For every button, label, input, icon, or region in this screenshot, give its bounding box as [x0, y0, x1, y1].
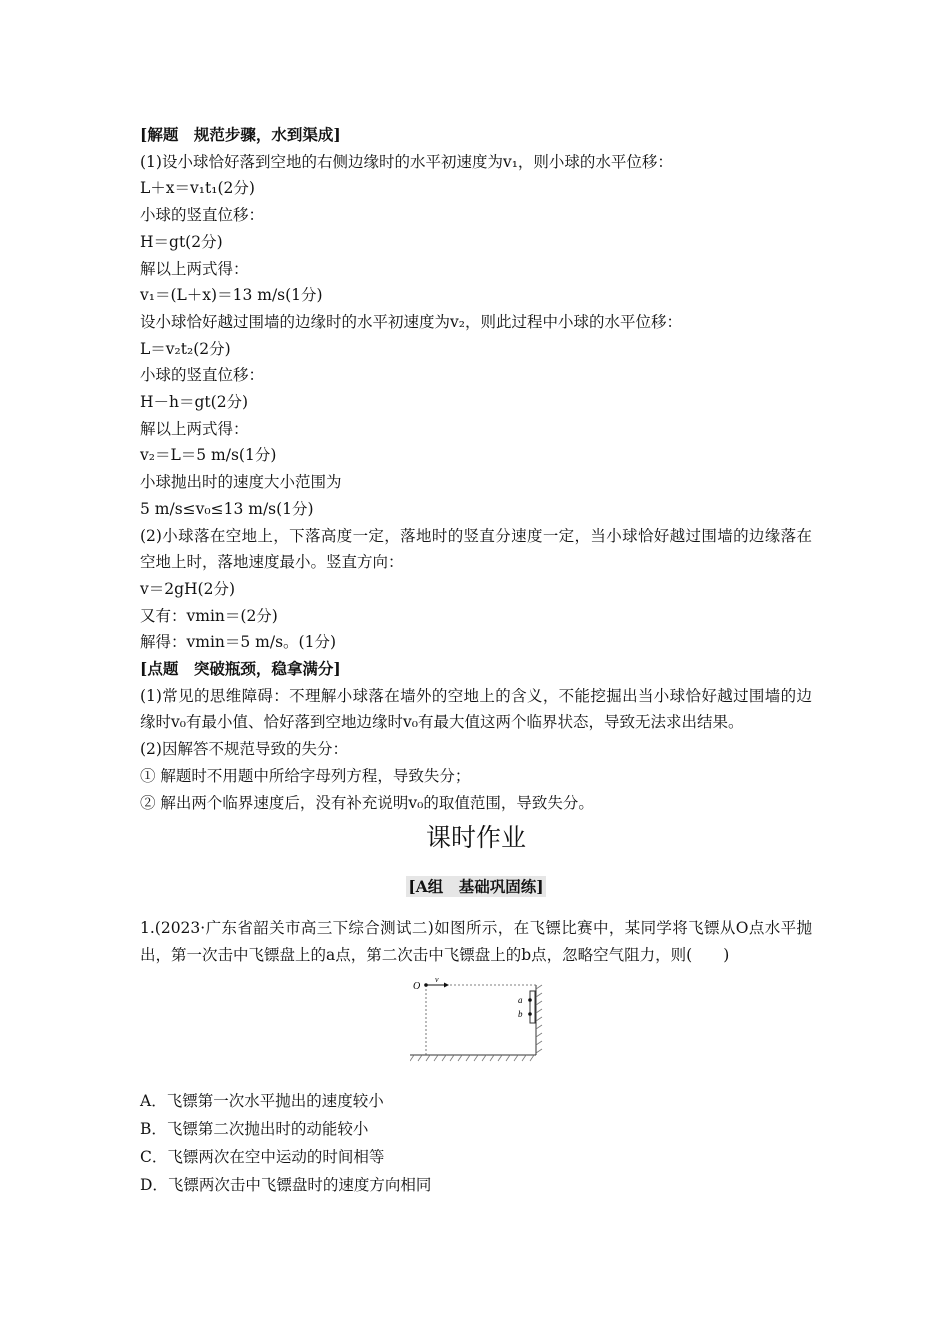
solve-line-16: v＝2gH(2分) [140, 579, 236, 598]
solve-line-5: 解以上两式得： [140, 259, 249, 278]
dart-diagram [410, 975, 544, 1067]
solve-line-13: 小球抛出时的速度大小范围为 [140, 473, 342, 492]
option-b: B．飞镖第二次抛出时的动能较小 [140, 1119, 369, 1138]
points-line-1: (1)常见的思维障碍：不理解小球落在墙外的空地上的含义，不能挖掘出当小球恰好越过围墙的边缘时v₀有最小值、恰好落到空地边缘时v₀有最大值这两个临界状态，导致无法求出结果。 [140, 686, 812, 732]
point-a-label: a [518, 994, 523, 1005]
solve-line-18: 解得：vmin＝5 m/s。(1分) [140, 633, 337, 652]
dart-figure [140, 975, 812, 1081]
point-b [528, 1012, 532, 1016]
solve-line-17: 又有：vmin＝(2分) [140, 606, 278, 625]
content-column [140, 122, 812, 1199]
points-line-4: ② 解出两个临界速度后，没有补充说明v₀的取值范围，导致失分。 [140, 793, 594, 812]
solve-line-2: L＋x＝v₁t₁(2分) [140, 179, 255, 198]
solve-line-7: 设小球恰好越过围墙的边缘时的水平初速度为v₂，则此过程中小球的水平位移： [140, 312, 682, 331]
points-line-2: (2)因解答不规范导致的失分： [140, 740, 348, 759]
velocity-arrowhead [444, 982, 449, 987]
solve-line-11: 解以上两式得： [140, 419, 249, 438]
group-heading [140, 874, 812, 900]
solve-header: [解题 规范步骤，水到渠成] [140, 125, 341, 144]
option-c: C．飞镖两次在空中运动的时间相等 [140, 1147, 385, 1166]
dart-board [530, 991, 535, 1023]
points-header: [点题 突破瓶颈，稳拿满分] [140, 659, 341, 679]
point-a [528, 998, 532, 1002]
wall-hatch [536, 985, 542, 1053]
solve-line-15: (2)小球落在空地上，下落高度一定，落地时的竖直分速度一定，当小球恰好越过围墙的边缘落在空地上时，落地速度最小。竖直方向： [140, 526, 812, 572]
option-d: D．飞镖两次击中飞镖盘时的速度方向相同 [140, 1175, 432, 1194]
solve-line-4: H＝gt(2分) [140, 232, 223, 251]
group-heading-label: [A组 基础巩固练] [408, 876, 544, 896]
origin-point [424, 983, 428, 987]
solve-line-9: 小球的竖直位移： [140, 366, 265, 385]
point-b-label: b [518, 1008, 523, 1019]
solve-line-14: 5 m/s≤v₀≤13 m/s(1分) [140, 499, 314, 518]
solve-line-8: L＝v₂t₂(2分) [140, 339, 231, 358]
solve-line-10: H－h＝gt(2分) [140, 393, 249, 412]
origin-label: O [413, 980, 421, 992]
points-line-3: ① 解题时不用题中所给字母列方程，导致失分； [140, 766, 471, 785]
solve-line-6: v₁＝(L＋x)＝13 m/s(1分) [140, 286, 323, 305]
solve-line-1: (1)设小球恰好落到空地的右侧边缘时的水平初速度为v₁，则小球的水平位移： [140, 152, 673, 171]
velocity-label: v [435, 974, 439, 984]
solve-line-12: v₂＝L＝5 m/s(1分) [140, 446, 277, 465]
option-a: A．飞镖第一次水平抛出的速度较小 [140, 1091, 384, 1110]
solve-line-3: 小球的竖直位移： [140, 206, 265, 225]
homework-title: 课时作业 [425, 823, 526, 853]
ground-hatch [410, 1055, 534, 1061]
question-1: 1.(2023·广东省韶关市高三下综合测试二)如图所示，在飞镖比赛中，某同学将飞镖从O点水平抛出，第一次击中飞镖盘上的a点，第二次击中飞镖盘上的b点，忽略空气阻力，则( ) [140, 919, 812, 964]
